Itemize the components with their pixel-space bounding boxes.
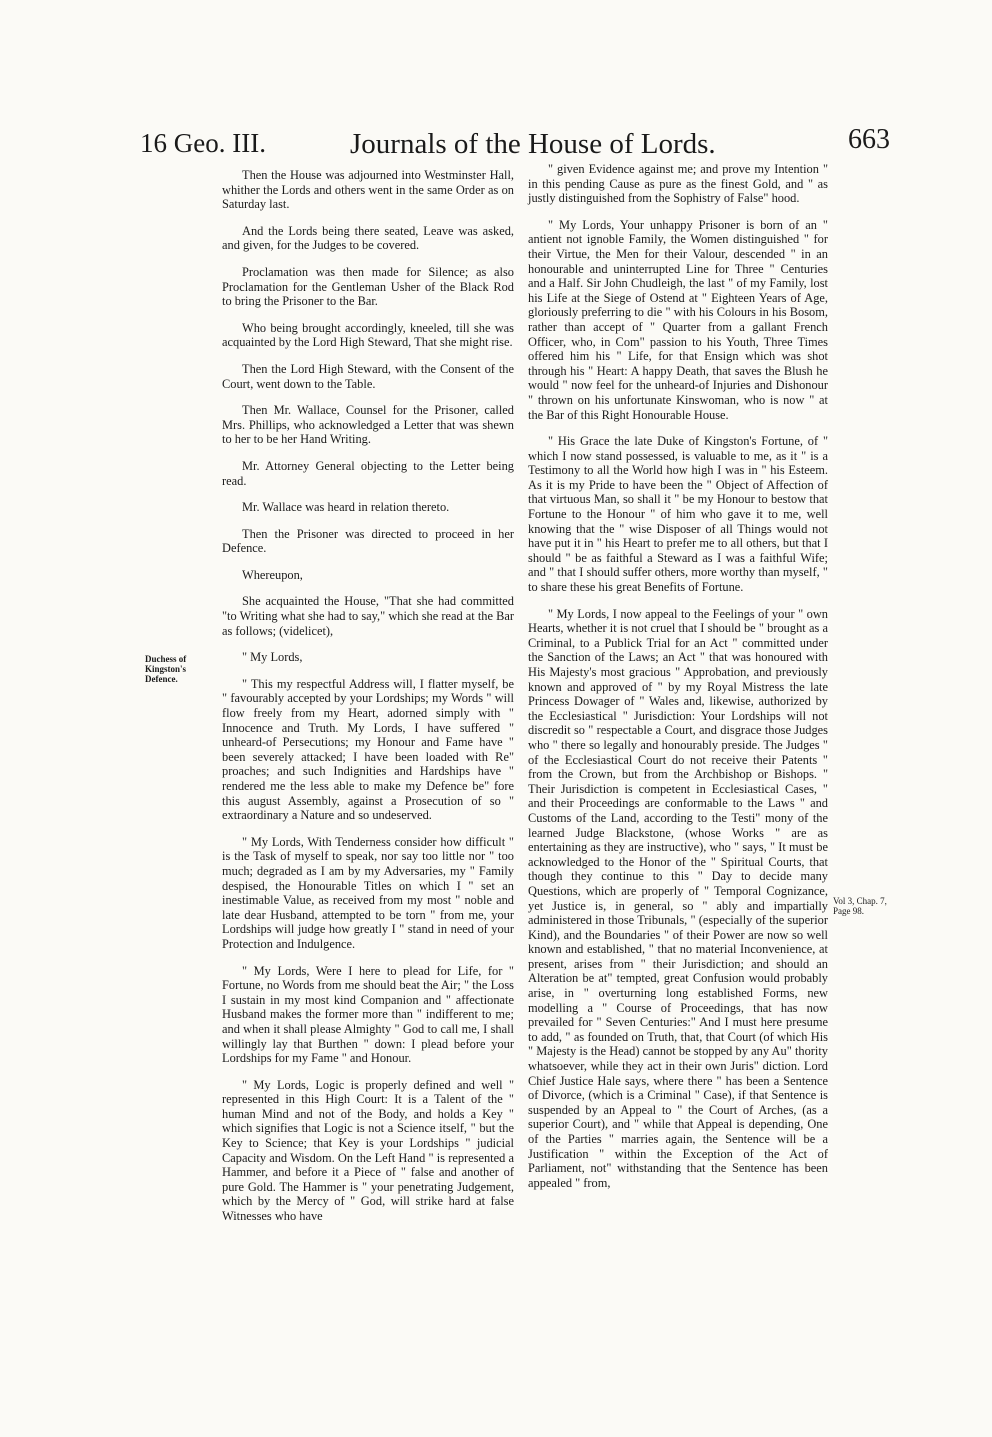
paragraph: " His Grace the late Duke of Kingston's Fortune, of " which I now stand possessed, is valuable to me, as it " is a Testimony to all the World how high I was in " his Esteem. As it is my Pride to have been the " Object of Affection of that virtuous Man, so shall it " be my Honour to bestow that Fortune to the Honour " of him who gave it to me, well knowing that the " wise Disposer of all Things would not have put it in " his Heart to prefer me to all others, but that I should " be as faithful a Steward as I was a faithful Wife; and " that I should suffer others, more worthy than myself, " to share these his great Benefits of Fortune. xyxy=(528,434,828,595)
paragraph: Whereupon, xyxy=(242,567,303,582)
paragraph: And the Lords being there seated, Leave was asked, and given, for the Judges to be covered. xyxy=(222,223,514,253)
journal-title: Journals of the House of Lords. xyxy=(350,128,716,160)
margin-note-citation: Vol 3, Chap. 7, Page 98. xyxy=(833,896,887,916)
left-column xyxy=(222,168,514,1236)
paragraph: " My Lords, With Tenderness consider how difficult " is the Task of myself to speak, nor say too little nor " too much; degraded as I am by my Adversaries, my " Family despised, the Honourable Titles on which I " set an inestimable Value, as received from my most " noble and late dear Husband, attempted to be torn " from me, your Lordships will judge how greatly I " stand in need of your Protection and Indulgence. xyxy=(222,834,514,951)
regnal-year: 16 Geo. III. xyxy=(140,128,266,158)
paragraph: " My Lords, I now appeal to the Feelings of your " own Hearts, whether it is not cruel that I should be " brought as a Criminal, to a Publick Trial for an Act " committed under the Sanction of the Laws; an Act " that was honoured with His Majesty's most gracious " Approbation, and previously known and approved of " by my Royal Mistress the late Princess Dowager of " Wales and, likewise, authorized by the Ecclesiastical " Jurisdiction: Your Lordships will not discredit so " respectable a Court, and disgrace those Judges who " there so legally and honourably preside. The Judges " of the Ecclesiastical Court do not receive their Patents " from the Crown, but from the Archbishop or Bishops. " Their Jurisdiction is competent in Ecclesiastical Cases, " and their Proceedings are conformable to the Laws " and Customs of the Land, according to the Testi" mony of the learned Judge Blackstone, (whose Works " are as entertaining as they are instructive), who " says, " It must be acknowledged to the Honor of the " Spiritual Courts, that though they continue to this " Day to decide many Questions, which are properly of " Temporal Cognizance, yet Justice is, in general, so " ably and impartially administered in those Tribunals, " (especially of the superior Kind), and the Boundaries " of their Power are now so well known and established, " that no material Inconvenience, at present, arises from " their Jurisdiction; and should an Alteration be at" tempted, great Confusion would probably arise, in " overturning long established Forms, new modelling a " Course of Proceedings, that has now prevailed for " Seven Centuries:" And I must here presume to add, " as founded on Truth, that, that Court (of which His " Majesty is the Head) cannot be stopped by any Au" thority whatsoever, while they act in their own Juris" diction. Lord Chief Justice Hale says, where there " has been a Sentence of Divorce, (which is a Criminal " Case), if that Sentence is suspended by an Appeal to " the Court of Arches, (as a superior Court), and " while that Appeal is depending, One of the Parties " marries again, the Sentence will be a Justification " within the Exception of the Act of Parliament, not" withstanding that the Sentence has been appealed " from, xyxy=(528,606,828,1190)
paragraph: Mr. Attorney General objecting to the Letter being read. xyxy=(222,458,514,488)
paragraph: " This my respectful Address will, I flatter myself, be " favourably accepted by your Lordships; my Words " will flow freely from my Heart, adorned simply with " Innocence and Truth. My Lords, I have suffered " unheard-of Persecutions; my Honour and Fame have " been severely attacked; I have been loaded with Re" proaches; and such Indignities and Hardships have " rendered me the less able to make my Defence be" fore this august Assembly, against a Prosecution of so " extraordinary a Nature and so undeserved. xyxy=(222,676,514,823)
paragraph: Then the House was adjourned into Westminster Hall, whither the Lords and others went in the same Order as on Saturday last. xyxy=(222,168,514,212)
paragraph: " given Evidence against me; and prove my Intention " in this pending Cause as pure as the finest Gold, and " as justly distinguished from the Sophistry of False" hood. xyxy=(528,162,828,206)
paragraph: Then Mr. Wallace, Counsel for the Prisoner, called Mrs. Phillips, who acknowledged a Letter that was shewn to her to be her Hand Writing. xyxy=(222,403,514,447)
margin-note-defence: Duchess of Kingston's Defence. xyxy=(145,654,187,684)
paragraph: " My Lords, xyxy=(242,650,303,665)
paragraph: Proclamation was then made for Silence; as also Proclamation for the Gentleman Usher of the Black Rod to bring the Prisoner to the Bar. xyxy=(222,264,514,309)
paragraph: Then the Prisoner was directed to proceed in her Defence. xyxy=(222,526,514,556)
paragraph: " My Lords, Your unhappy Prisoner is born of an " antient not ignoble Family, the Women distinguished " for their Virtue, the Men for their Valour, descended " in an honourable and uninterrupted Line for Three " Centuries and a Half. Sir John Chudleigh, the last " of my Family, lost his Life at the Siege of Ostend at " Eighteen Years of Age, gloriously preferring to die " with his Colours in his Bosom, rather than accept of " Quarter from a gallant French Officer, who, in Com" passion to his Youth, Three Times offered him his " Life, for that Ensign which was shot through his " Heart: A happy Death, that saves the Blush he would " now feel for the unheard-of Injuries and Dishonour " thrown on his unfortunate Kinswoman, who is now " at the Bar of this Right Honourable House. xyxy=(528,217,828,422)
page-number: 663 xyxy=(848,124,890,155)
paragraph: " My Lords, Logic is properly defined and well " represented in this High Court: It is a Talent of the " human Mind and not of the Body, and holds a Key " which signifies that Logic is not a Science itself, " but the Key to Science; that Key is your Lordships " judicial Capacity and Wisdom. On the Left Hand " is represented a Hammer, and before it a Piece of " false and another of pure Gold. The Hammer is " your penetrating Judgement, which by the Mercy of " God, will strike hard at false Witnesses who have xyxy=(222,1077,514,1224)
paragraph: " My Lords, Were I here to plead for Life, for " Fortune, no Words from me should beat the Air; " the Loss I sustain in my most kind Companion and " affectionate Husband makes the former more than " indifferent to me; and when it shall please Almighty " God to call me, I shall willingly lay that Burthen " down: I plead before your Lordships for my Fame " and Honour. xyxy=(222,963,514,1066)
paragraph: She acquainted the House, "That she had committed "to Writing what she had to say," which she read at the Bar as follows; (videlicet), xyxy=(222,594,514,638)
paragraph: Then the Lord High Steward, with the Consent of the Court, went down to the Table. xyxy=(222,361,514,391)
right-column xyxy=(528,162,828,1202)
paragraph: Mr. Wallace was heard in relation thereto. xyxy=(242,500,450,515)
paragraph: Who being brought accordingly, kneeled, till she was acquainted by the Lord High Steward, That she might rise. xyxy=(222,320,514,350)
